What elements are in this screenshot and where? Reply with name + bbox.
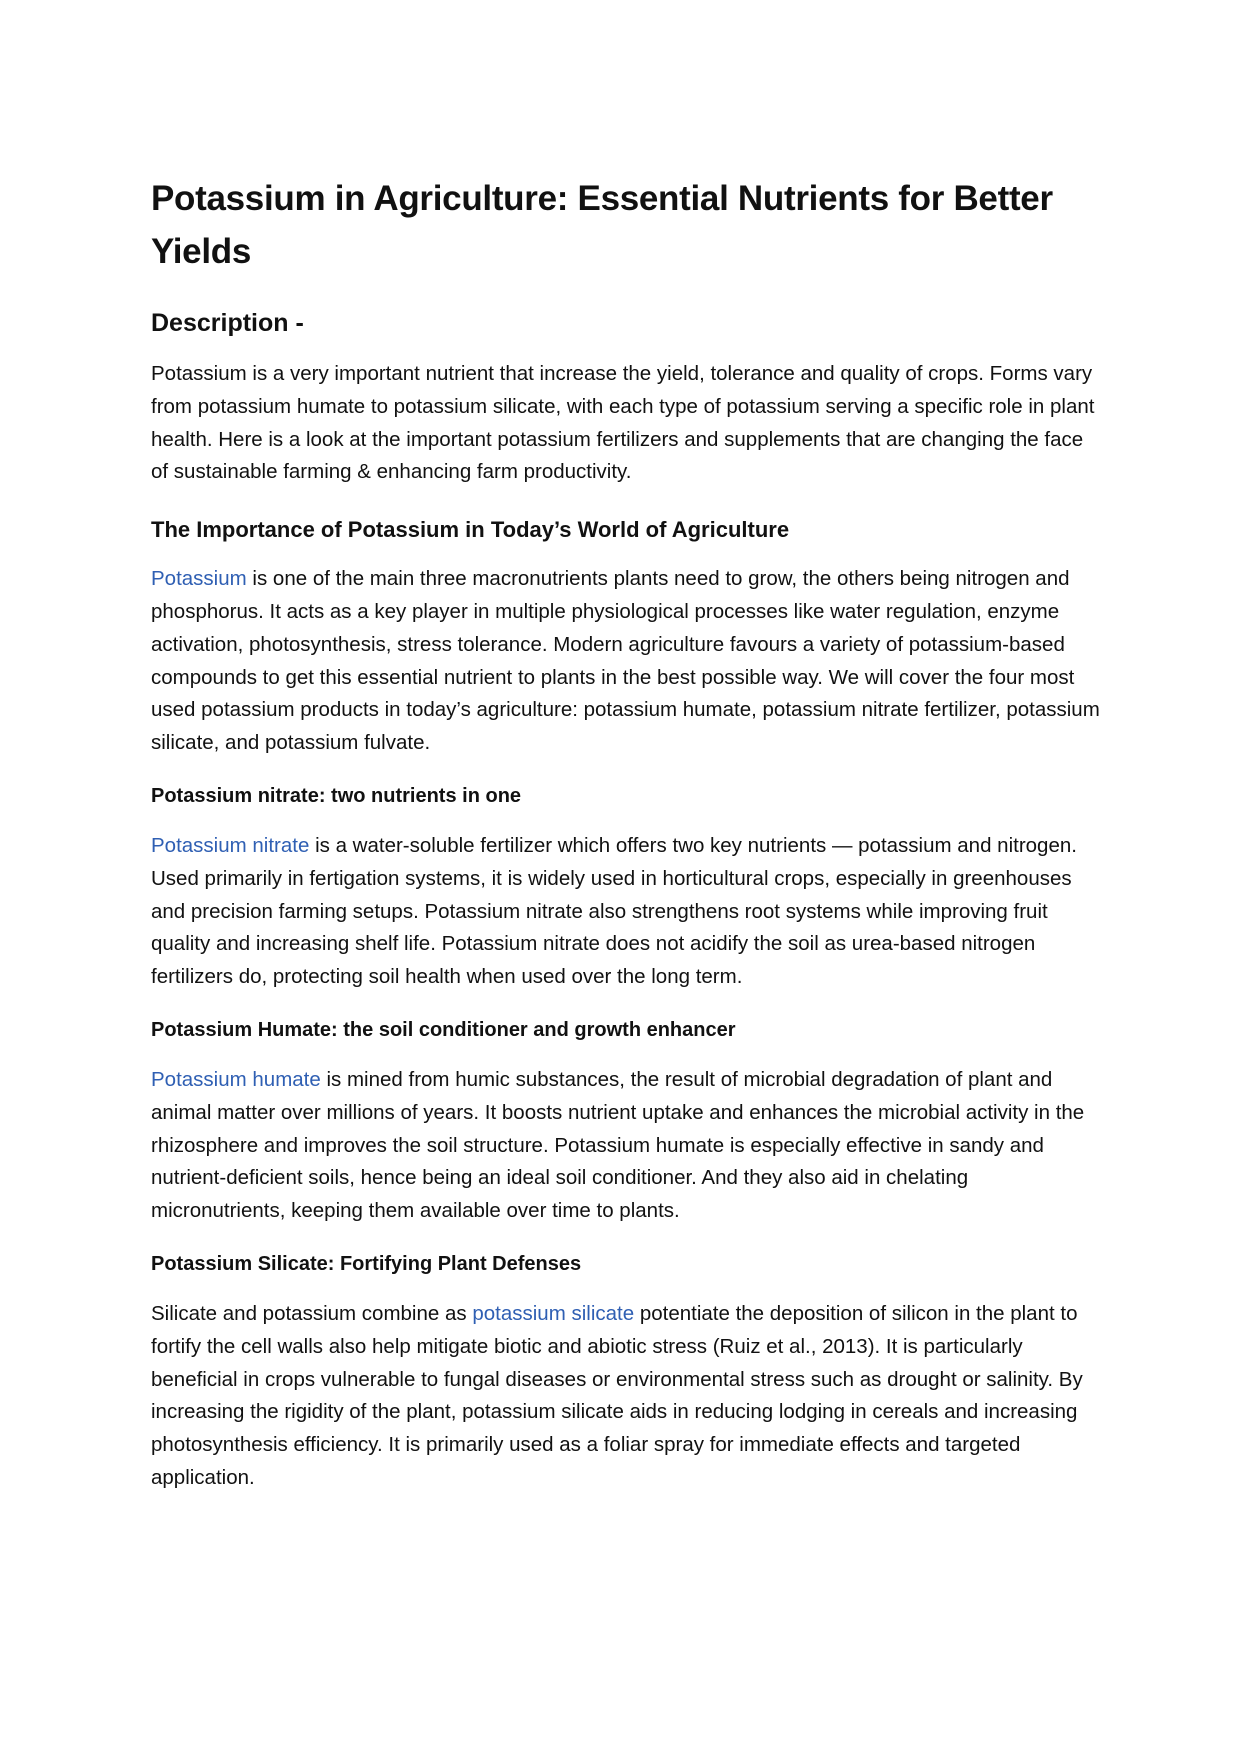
silicate-heading: Potassium Silicate: Fortifying Plant Defenses: [151, 1252, 582, 1275]
silicate-paragraph: [151, 1298, 1101, 1495]
potassium-humate-link[interactable]: Potassium humate: [151, 1067, 321, 1091]
nitrate-heading: Potassium nitrate: two nutrients in one: [151, 784, 522, 807]
nitrate-text: is a water-soluble fertilizer which offers two key nutrients — potassium and nitrogen. Used primarily in fertigation systems, it is widely used in horticultural crops, especially in greenhouses and precision farming setups. Potassium nitrate also strengthens root systems while improving fruit quality and increasing shelf life. Potassium nitrate does not acidify the soil as urea-based nitrogen fertilizers do, protecting soil health when used over the long term.: [151, 833, 1077, 989]
silicate-text-after: potentiate the deposition of silicon in the plant to fortify the cell walls also help mitigate biotic and abiotic stress (Ruiz et al., 2013). It is particularly beneficial in crops vulnerable to fungal diseases or environmental stress such as drought or salinity. By increasing the rigidity of the plant, potassium silicate aids in reducing lodging in cereals and increasing photosynthesis efficiency. It is primarily used as a foliar spray for immediate effects and targeted application.: [151, 1301, 1083, 1489]
potassium-link[interactable]: Potassium: [151, 567, 247, 591]
page-title: Potassium in Agriculture: Essential Nutrients for Better Yields: [151, 179, 1053, 271]
description-heading: Description -: [151, 309, 304, 337]
importance-text: is one of the main three macronutrients plants need to grow, the others being nitrogen and phosphorus. It acts as a key player in multiple physiological processes like water regulation, enzyme activation, photosynthesis, stress tolerance. Modern agriculture favours a variety of potassium-based compounds to get this essential nutrient to plants in the best possible way. We will cover the four most used potassium products in today’s agriculture: potassium humate, potassium nitrate fertilizer, potassium silicate, and potassium fulvate.: [151, 567, 1100, 755]
importance-paragraph: [151, 563, 1101, 760]
importance-heading: The Importance of Potassium in Today’s World of Agriculture: [151, 517, 790, 543]
description-paragraph: Potassium is a very important nutrient that increase the yield, tolerance and quality of crops. Forms vary from potassium humate to potassium silicate, with each type of potassium serving a specific role in plant health. Here is a look at the important potassium fertilizers and supplements that are changing the face of sustainable farming & enhancing farm productivity.: [151, 362, 1095, 484]
potassium-silicate-link[interactable]: potassium silicate: [472, 1301, 635, 1325]
humate-heading: Potassium Humate: the soil conditioner and growth enhancer: [151, 1018, 736, 1041]
humate-paragraph: [151, 1064, 1101, 1228]
potassium-nitrate-link[interactable]: Potassium nitrate: [151, 833, 310, 857]
document-page: [151, 172, 1101, 1495]
humate-text: is mined from humic substances, the result of microbial degradation of plant and animal matter over millions of years. It boosts nutrient uptake and enhances the microbial activity in the rhizosphere and improves the soil structure. Potassium humate is especially effective in sandy and nutrient-deficient soils, hence being an ideal soil conditioner. And they also aid in chelating micronutrients, keeping them available over time to plants.: [151, 1067, 1085, 1223]
nitrate-paragraph: [151, 830, 1101, 994]
silicate-text-before: Silicate and potassium combine as: [151, 1301, 473, 1325]
